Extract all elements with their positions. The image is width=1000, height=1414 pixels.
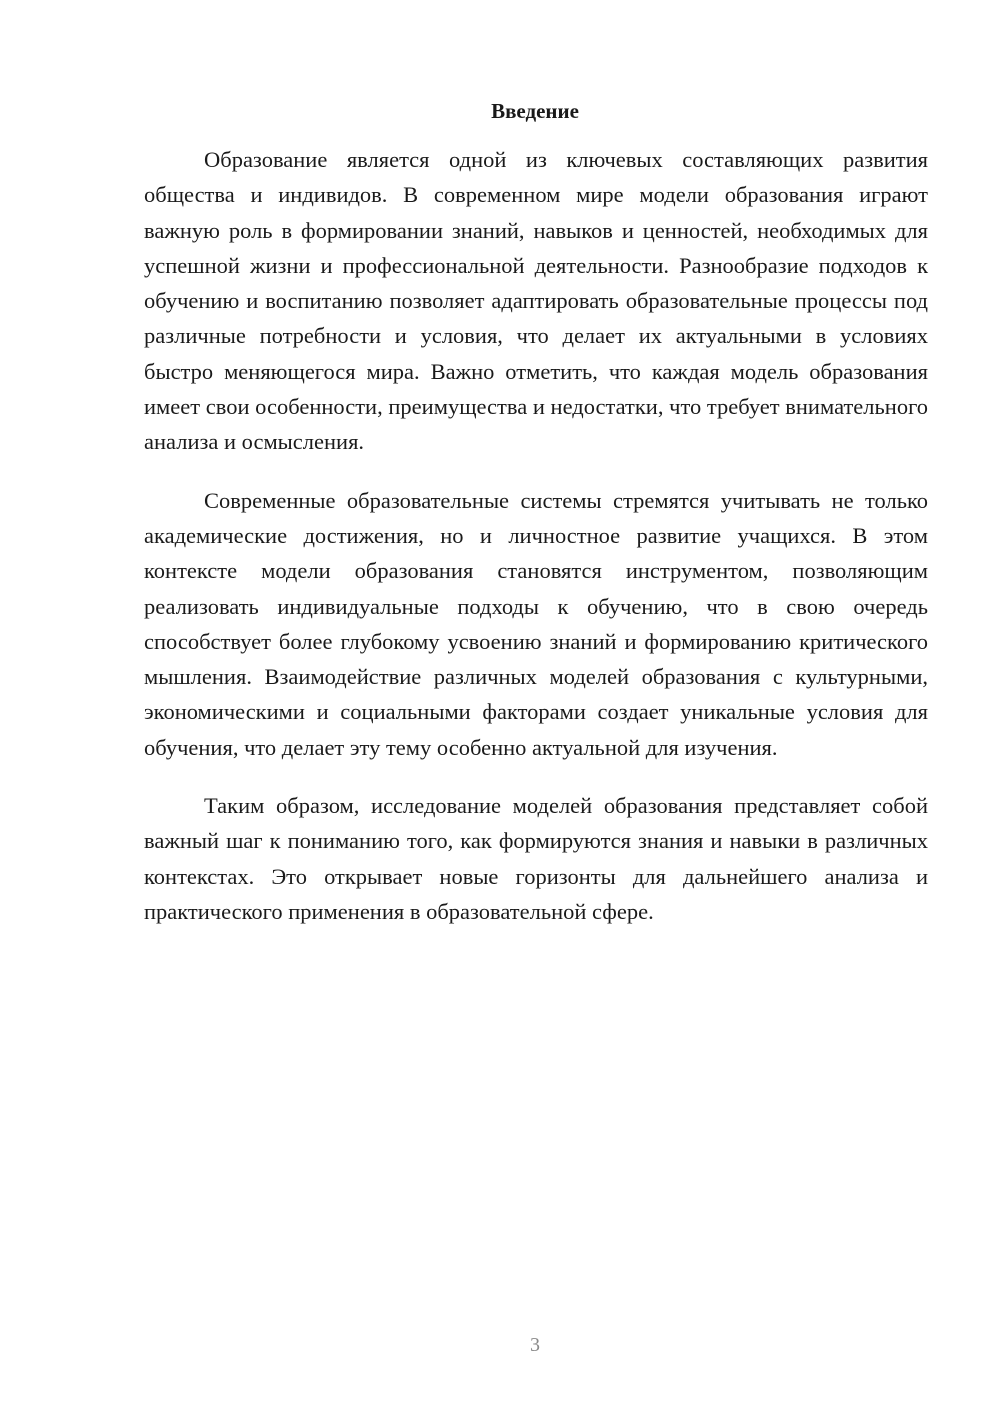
paragraph-2: Современные образовательные системы стремятся учитывать не только академические достижения, но и личностное развитие учащихся. В этом контексте модели образования становятся инструментом, позволяющим реализовать индивидуальные подходы к обучению, что в свою очередь способствует более глубокому усвоению знаний и формированию критического мышления. Взаимодействие различных моделей образования с культурными, экономическими и социальными факторами создает уникальные условия для обучения, что делает эту тему особенно актуальной для изучения.: [144, 487, 928, 760]
section-heading: Введение: [491, 99, 579, 123]
paragraph-1: Образование является одной из ключевых составляющих развития общества и индивидов. В современном мире модели образования играют важную роль в формировании знаний, навыков и ценностей, необходимых для успешной жизни и профессиональной деятельности. Разнообразие подходов к обучению и воспитанию позволяет адаптировать образовательные процессы под различные потребности и условия, что делает их актуальными в условиях быстро меняющегося мира. Важно отметить, что каждая модель образования имеет свои особенности, преимущества и недостатки, что требует внимательного анализа и осмысления.: [144, 147, 928, 455]
paragraph-3: Таким образом, исследование моделей образования представляет собой важный шаг к пониманию того, как формируются знания и навыки в различных контекстах. Это открывает новые горизонты для дальнейшего анализа и практического применения в образовательной сфере.: [144, 793, 928, 924]
body-text: [144, 142, 928, 952]
page-number: 3: [530, 1334, 540, 1356]
